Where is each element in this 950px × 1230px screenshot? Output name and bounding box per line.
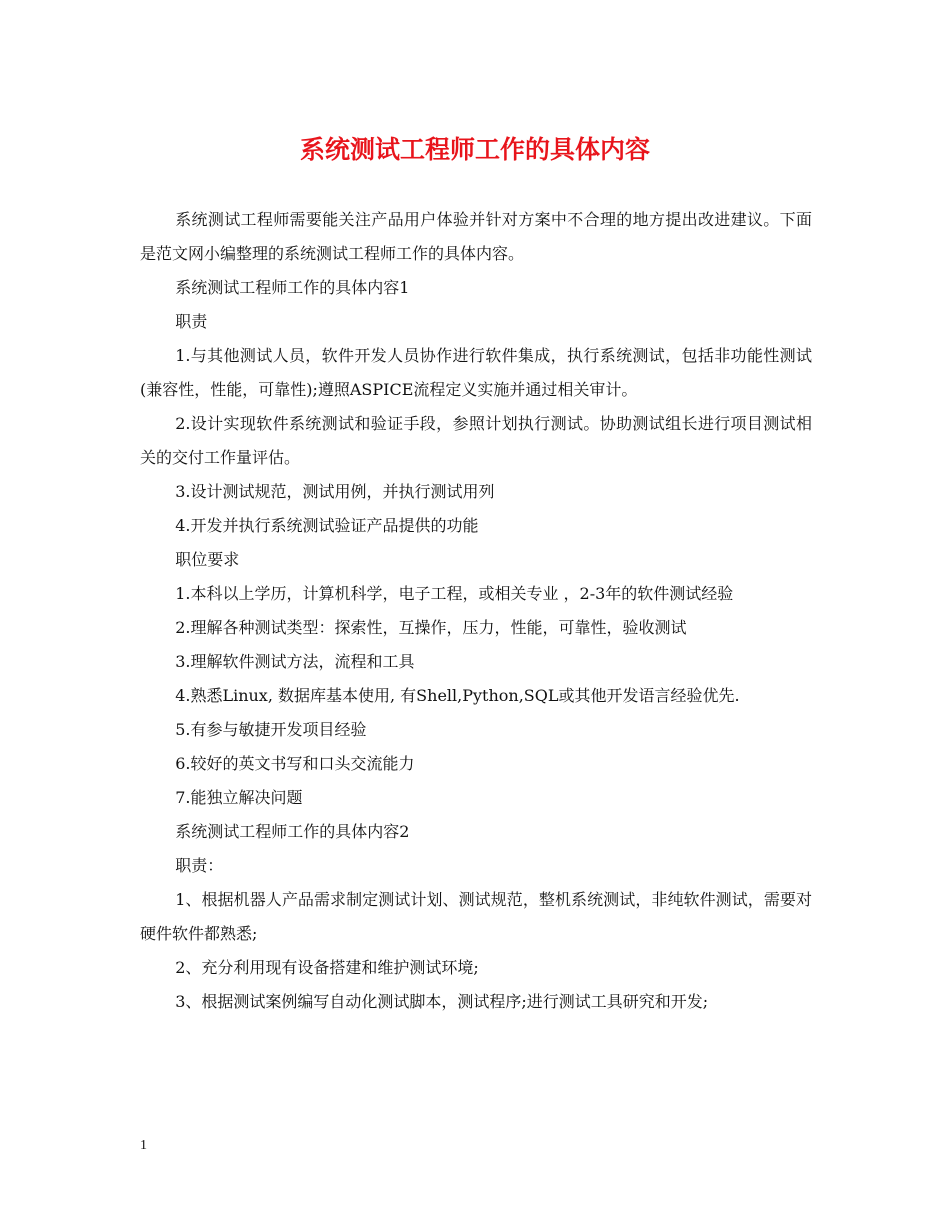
section-heading-2: 系统测试工程师工作的具体内容2 [175,822,410,841]
requirement-item-2: 2.理解各种测试类型：探索性，互操作，压力，性能，可靠性，验收测试 [175,618,687,637]
requirement-item-4: 4.熟悉Linux, 数据库基本使用, 有Shell,Python,SQL或其他开发语言经验优先. [175,686,740,705]
page-number: 1 [140,1138,147,1153]
duty-item-2: 2.设计实现软件系统测试和验证手段，参照计划执行测试。协助测试组长进行项目测试相关的交付工作量评估。 [140,414,812,467]
subheading-duties-2: 职责： [175,856,224,875]
subheading-duties-1: 职责 [175,312,208,331]
requirement-item-6: 6.较好的英文书写和口头交流能力 [175,754,415,773]
duty-item-3: 3.设计测试规范，测试用例，并执行测试用列 [175,482,495,501]
requirement-item-1: 1.本科以上学历，计算机科学，电子工程，或相关专业 ，2-3年的软件测试经验 [175,584,734,603]
section-heading-1: 系统测试工程师工作的具体内容1 [175,278,410,297]
requirement-item-5: 5.有参与敏捷开发项目经验 [175,720,367,739]
subheading-requirements: 职位要求 [175,550,240,569]
duty-item-4: 4.开发并执行系统测试验证产品提供的功能 [175,516,479,535]
document-body [140,203,812,1019]
duty-2-item-1: 1、根据机器人产品需求制定测试计划、测试规范，整机系统测试，非纯软件测试，需要对硬件软件都熟悉; [140,890,812,943]
duty-2-item-3: 3、根据测试案例编写自动化测试脚本，测试程序;进行测试工具研究和开发; [175,992,709,1011]
duty-item-1: 1.与其他测试人员，软件开发人员协作进行软件集成，执行系统测试，包括非功能性测试(兼容性，性能，可靠性);遵照ASPICE流程定义实施并通过相关审计。 [140,346,812,399]
document-title: 系统测试工程师工作的具体内容 [299,135,650,164]
paragraph-intro: 系统测试工程师需要能关注产品用户体验并针对方案中不合理的地方提出改进建议。下面是范文网小编整理的系统测试工程师工作的具体内容。 [140,210,812,263]
requirement-item-7: 7.能独立解决问题 [175,788,303,807]
requirement-item-3: 3.理解软件测试方法，流程和工具 [175,652,415,671]
duty-2-item-2: 2、充分利用现有设备搭建和维护测试环境; [175,958,479,977]
